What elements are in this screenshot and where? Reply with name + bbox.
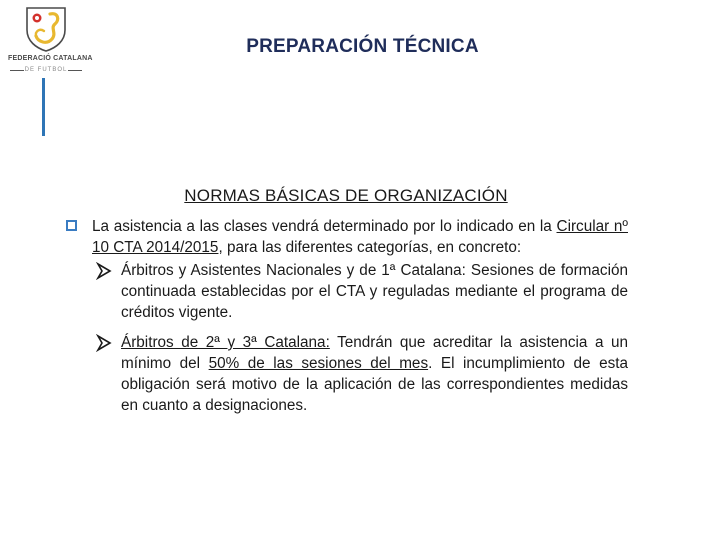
logo-name: FEDERACIÓ CATALANA [8,55,93,62]
main-item-text-1: La asistencia a las clases vendrá determinado por lo indicado en la [92,218,557,235]
attendance-requirement: 50% de las sesiones del mes [208,355,429,372]
sub-item-text-1: Tendrán que acreditar la asistencia a un mínimo del [121,334,628,372]
arrow-bullet-icon [96,334,112,352]
sub-item-text: Árbitros y Asistentes Nacionales y de 1ª Catalana: Sesiones de formación continuada establecidas por el CTA y reguladas mediante el programa de créditos vigente. [121,262,628,321]
main-item-text-2: , para las diferentes categorías, en concreto: [218,239,522,256]
logo-subtitle-row [8,65,84,77]
circular-reference: Circular nº 10 CTA 2014/2015 [92,218,628,256]
sub-item-nacionales [66,260,628,323]
logo-right-rule [68,70,82,71]
section-subtitle: NORMAS BÁSICAS DE ORGANIZACIÓN [184,186,508,205]
accent-bar [42,78,45,136]
sub-item-label: Árbitros de 2ª y 3ª Catalana: [121,334,330,351]
sub-item-text-2: . El incumplimiento de esta obligación será motivo de la aplicación de las correspondientes medidas en cuanto a designaciones. [121,355,628,414]
square-bullet-icon [66,220,77,231]
logo-subtitle: DE FUTBOL [24,67,68,73]
sub-item-catalana [66,332,628,416]
main-bullet-item [66,216,628,258]
page-title: PREPARACIÓN TÉCNICA [246,36,479,57]
content-body [66,216,628,416]
arrow-bullet-icon [96,262,112,280]
